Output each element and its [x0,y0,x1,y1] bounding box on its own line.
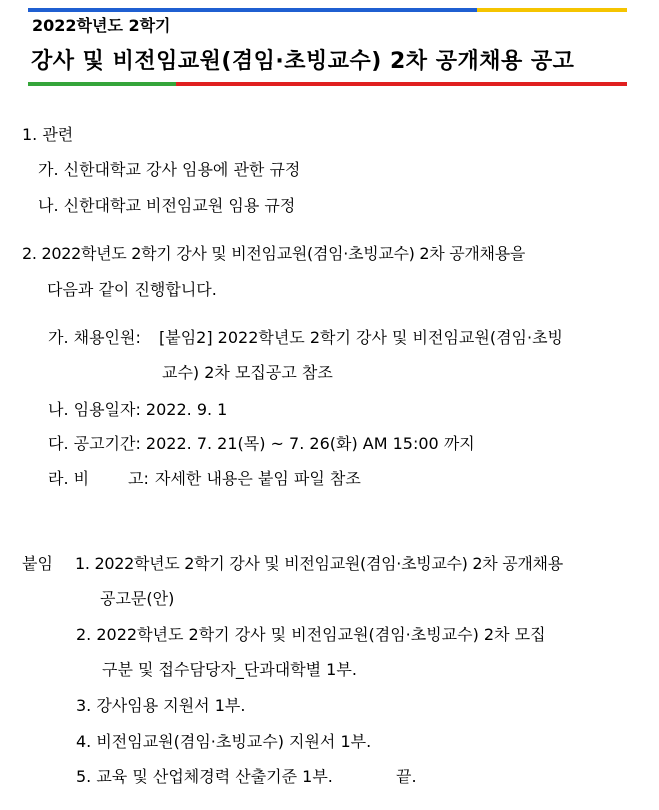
section-2-item-da: 다. 공고기간: 2022. 7. 21(목) ~ 7. 26(화) AM 15:00 까지 [48,434,475,453]
header-bottom-bar-green [28,82,176,86]
header-top-bar-blue [28,8,477,12]
attachment-item-5: 5. 교육 및 산업체경력 산출기준 1부. [76,767,333,786]
header-bottom-bar-red [176,82,627,86]
section-2-item-ga-line-1: [붙임2] 2022학년도 2학기 강사 및 비전임교원(겸임·초빙 [159,328,563,347]
attachment-item-4: 4. 비전임교원(겸임·초빙교수) 지원서 1부. [76,732,372,751]
section-1-item-na: 나. 신한대학교 비전임교원 임용 규정 [38,196,296,215]
section-2-line-1: 2. 2022학년도 2학기 강사 및 비전임교원(겸임·초빙교수) 2차 공개채용을 [22,244,526,263]
attachment-item-2-line-1: 2. 2022학년도 2학기 강사 및 비전임교원(겸임·초빙교수) 2차 모집 [76,625,546,644]
attachment-item-3: 3. 강사임용 지원서 1부. [76,696,246,715]
section-2-item-ra-label: 라. 비 [48,469,90,488]
attachments-label: 붙임 [22,554,53,573]
section-2-item-ga-line-2: 교수) 2차 모집공고 참조 [162,363,333,382]
section-2-item-ra-text: 자세한 내용은 붙임 파일 참조 [155,469,361,488]
section-2-item-na: 나. 임용일자: 2022. 9. 1 [48,400,228,419]
attachment-item-2-line-2: 구분 및 접수담당자_단과대학별 1부. [102,660,357,679]
section-2-item-ra-label-end: 고: [128,469,149,488]
header-top-bar-yellow [477,8,627,12]
section-1-item-ga: 가. 신한대학교 강사 임용에 관한 규정 [38,160,301,179]
document-subtitle: 2022학년도 2학기 [32,16,171,35]
section-2-line-2: 다음과 같이 진행합니다. [47,280,217,299]
section-1-heading: 1. 관련 [22,125,74,144]
document-title: 강사 및 비전임교원(겸임·초빙교수) 2차 공개채용 공고 [31,49,575,74]
end-mark: 끝. [396,767,417,786]
attachment-item-1-line-1: 1. 2022학년도 2학기 강사 및 비전임교원(겸임·초빙교수) 2차 공개채용 [75,554,563,573]
attachment-item-1-line-2: 공고문(안) [100,589,175,608]
section-2-item-ga-label: 가. 채용인원: [48,328,141,347]
